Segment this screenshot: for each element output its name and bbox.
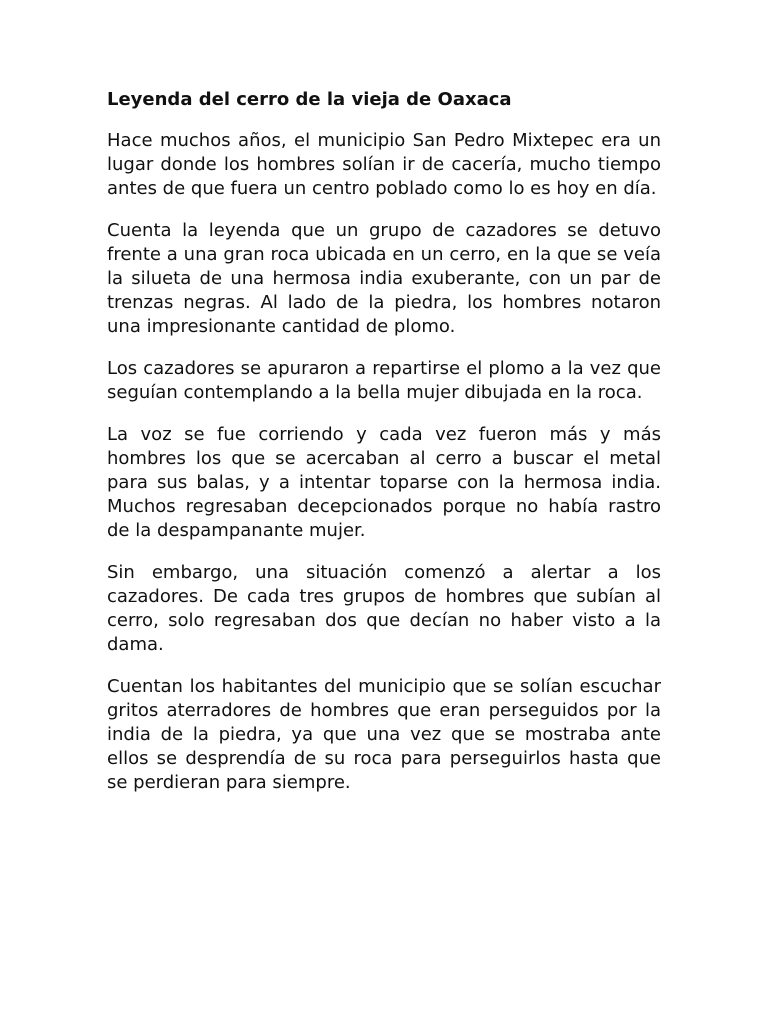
document-page [107, 88, 661, 813]
paragraph-3: Los cazadores se apuraron a repartirse el plomo a la vez que seguían contemplando a la bella mujer dibujada en la roca. [107, 358, 661, 403]
paragraph-1: Hace muchos años, el municipio San Pedro Mixtepec era un lugar donde los hombres solían ir de cacería, mucho tiempo antes de que fuera un centro poblado como lo es hoy en día. [107, 130, 661, 199]
paragraph-6: Cuentan los habitantes del municipio que se solían escuchar gritos aterradores de hombres que eran perseguidos por la india de la piedra, ya que una vez que se mostraba ante ellos se desprendía de su roca para perseguirlos hasta que se perdieran para siempre. [107, 676, 661, 793]
paragraph-2: Cuenta la leyenda que un grupo de cazadores se detuvo frente a una gran roca ubicada en un cerro, en la que se veía la silueta de una hermosa india exuberante, con un par de trenzas negras. Al lado de la piedra, los hombres notaron una impresionante cantidad de plomo. [107, 220, 661, 337]
paragraph-5: Sin embargo, una situación comenzó a alertar a los cazadores. De cada tres grupos de hombres que subían al cerro, solo regresaban dos que decían no haber visto a la dama. [107, 562, 661, 655]
paragraph-4: La voz se fue corriendo y cada vez fueron más y más hombres los que se acercaban al cerro a buscar el metal para sus balas, y a intentar toparse con la hermosa india. Muchos regresaban decepcionados porque no había rastro de la despampanante mujer. [107, 424, 661, 541]
document-title: Leyenda del cerro de la vieja de Oaxaca [107, 89, 512, 110]
